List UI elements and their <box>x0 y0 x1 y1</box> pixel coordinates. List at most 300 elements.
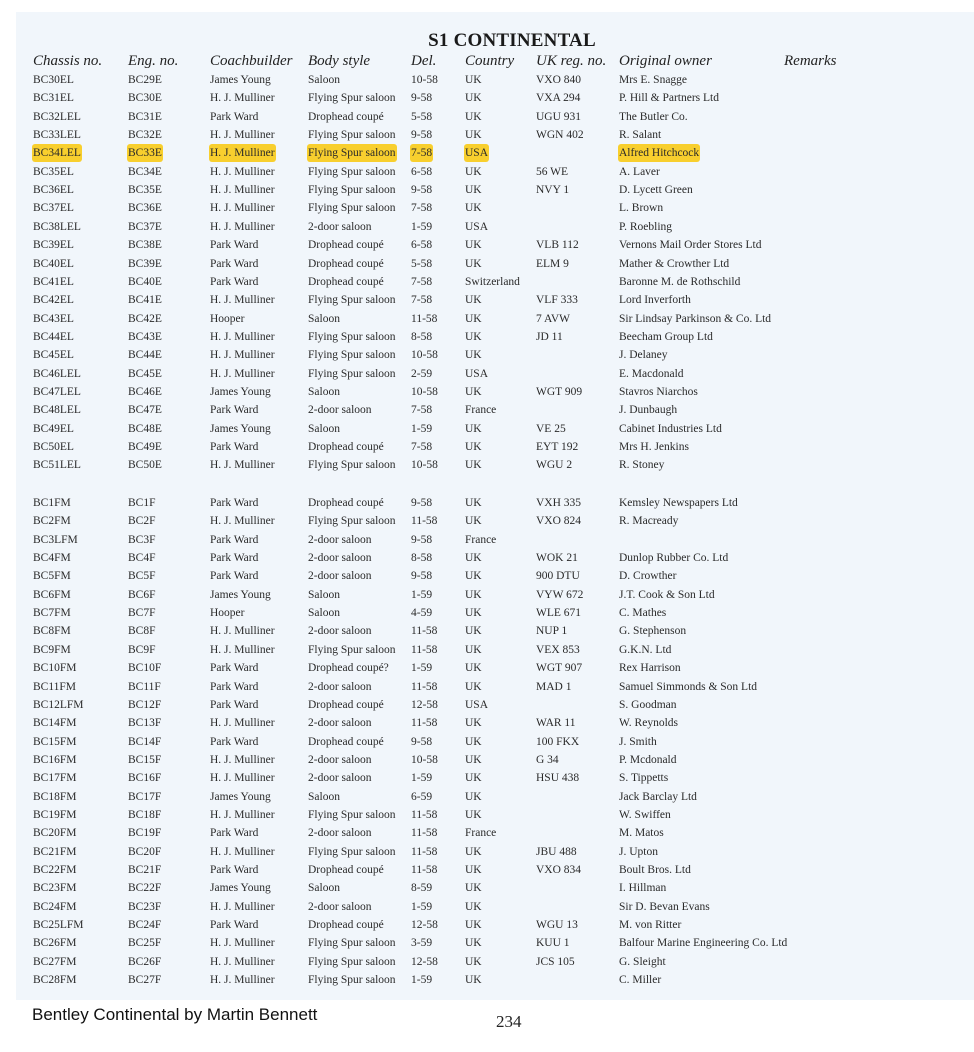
cell-uk-reg: WGN 402 <box>536 129 584 142</box>
table-row <box>0 71 974 89</box>
cell-original-owner: Cabinet Industries Ltd <box>619 422 722 435</box>
header-engine: Eng. no. <box>128 53 179 69</box>
cell-delivery: 9-58 <box>411 497 433 509</box>
cell-engine: BC34E <box>128 165 162 178</box>
header-remarks: Remarks <box>784 53 837 69</box>
cell-coachbuilder: H. J. Mulliner <box>210 937 275 950</box>
cell-original-owner: L. Brown <box>619 202 664 215</box>
cell-body-style: Drophead coupé <box>308 239 384 252</box>
header-delivery: Del. <box>411 53 437 69</box>
cell-engine: BC21F <box>128 864 162 876</box>
header-uk-reg: UK reg. no. <box>536 53 607 69</box>
cell-coachbuilder: Park Ward <box>210 497 259 509</box>
cell-engine: BC48E <box>128 422 162 435</box>
cell-body-style: Flying Spur saloon <box>308 955 396 968</box>
cell-country: UK <box>465 680 482 693</box>
header-body-style: Body style <box>308 53 371 69</box>
cell-country: UK <box>465 955 482 968</box>
cell-uk-reg: VLF 333 <box>536 294 578 307</box>
cell-engine: BC25F <box>128 937 162 950</box>
cell-chassis: BC7FM <box>33 607 71 620</box>
cell-coachbuilder: Hooper <box>210 607 245 620</box>
cell-original-owner: Lord Inverforth <box>619 294 691 307</box>
cell-chassis: BC46LEL <box>33 367 81 380</box>
cell-uk-reg: 56 WE <box>536 165 569 178</box>
cell-uk-reg: WGU 13 <box>536 919 578 932</box>
cell-original-owner: Dunlop Rubber Co. Ltd <box>619 552 729 565</box>
cell-engine: BC40E <box>128 275 162 288</box>
cell-delivery: 6-58 <box>411 239 433 252</box>
cell-coachbuilder: H. J. Mulliner <box>210 643 275 656</box>
cell-country: UK <box>465 643 482 656</box>
header-original-owner: Original owner <box>619 53 712 69</box>
cell-country: UK <box>465 882 482 895</box>
cell-original-owner: Balfour Marine Engineering Co. Ltd <box>619 937 788 950</box>
cell-chassis: BC9FM <box>33 643 71 656</box>
cell-engine: BC32E <box>128 129 162 142</box>
table-row <box>0 659 974 677</box>
cell-chassis: BC42EL <box>33 294 74 307</box>
cell-engine: BC7F <box>128 607 156 620</box>
cell-delivery: 9-58 <box>411 184 433 197</box>
table-row <box>0 678 974 696</box>
cell-chassis: BC22FM <box>33 864 77 876</box>
cell-coachbuilder: James Young <box>210 74 271 86</box>
table-row <box>0 144 974 162</box>
table-row <box>0 861 974 879</box>
cell-delivery: 9-58 <box>411 92 433 105</box>
cell-original-owner: M. Matos <box>619 827 664 840</box>
cell-original-owner: C. Mathes <box>619 607 667 620</box>
cell-engine: BC37E <box>128 220 162 233</box>
cell-engine: BC12F <box>128 698 162 711</box>
cell-country: UK <box>465 312 482 325</box>
table-row <box>0 788 974 806</box>
cell-delivery: 11-58 <box>411 312 438 325</box>
cell-original-owner: D. Crowther <box>619 570 677 583</box>
cell-chassis: BC4FM <box>33 552 71 565</box>
cell-engine: BC31E <box>128 110 162 123</box>
cell-coachbuilder: H. J. Mulliner <box>210 184 275 197</box>
cell-coachbuilder: H. J. Mulliner <box>210 772 275 785</box>
cell-original-owner: Baronne M. de Rothschild <box>619 275 741 288</box>
cell-engine: BC2F <box>128 515 156 528</box>
cell-coachbuilder: H. J. Mulliner <box>210 294 275 307</box>
cell-body-style: Flying Spur saloon <box>308 349 396 362</box>
cell-original-owner: Alfred Hitchcock <box>618 144 700 162</box>
cell-body-style: Saloon <box>308 607 340 620</box>
cell-engine: BC3F <box>128 533 156 546</box>
cell-engine: BC43E <box>128 330 162 343</box>
cell-delivery: 8-59 <box>411 882 433 895</box>
table-row <box>0 622 974 640</box>
cell-delivery: 7-58 <box>411 202 433 215</box>
cell-delivery: 10-58 <box>411 459 438 472</box>
cell-coachbuilder: Park Ward <box>210 533 259 546</box>
cell-country: UK <box>465 349 482 362</box>
cell-body-style: Flying Spur saloon <box>308 643 396 656</box>
cell-coachbuilder: Park Ward <box>210 275 259 288</box>
cell-chassis: BC21FM <box>33 845 77 858</box>
cell-original-owner: J.T. Cook & Son Ltd <box>619 588 715 601</box>
cell-coachbuilder: Hooper <box>210 312 245 325</box>
table-row <box>0 236 974 254</box>
cell-chassis: BC10FM <box>33 662 77 675</box>
table-row <box>0 383 974 401</box>
cell-chassis: BC32LEL <box>33 110 81 123</box>
cell-delivery: 3-59 <box>411 937 433 950</box>
cell-uk-reg: VYW 672 <box>536 588 584 601</box>
header-coachbuilder: Coachbuilder <box>210 53 293 69</box>
table-row <box>0 420 974 438</box>
cell-country: UK <box>465 588 482 601</box>
cell-body-style: Flying Spur saloon <box>307 144 397 162</box>
page-title: S1 CONTINENTAL <box>428 30 596 51</box>
cell-body-style: Saloon <box>308 74 340 86</box>
cell-country: UK <box>465 385 482 398</box>
cell-coachbuilder: H. J. Mulliner <box>210 625 275 638</box>
cell-delivery: 11-58 <box>411 680 438 693</box>
cell-delivery: 7-58 <box>411 441 433 453</box>
cell-country: UK <box>465 110 482 123</box>
cell-coachbuilder: H. J. Mulliner <box>210 367 275 380</box>
cell-delivery: 7-58 <box>411 294 433 307</box>
cell-engine: BC24F <box>128 919 162 932</box>
cell-uk-reg: WGT 907 <box>536 662 583 675</box>
cell-coachbuilder: H. J. Mulliner <box>210 202 275 215</box>
cell-coachbuilder: Park Ward <box>210 257 259 270</box>
cell-coachbuilder: James Young <box>210 422 271 435</box>
cell-body-style: Flying Spur saloon <box>308 184 396 197</box>
cell-coachbuilder: Park Ward <box>210 441 259 453</box>
cell-original-owner: E. Macdonald <box>619 367 684 380</box>
cell-delivery: 1-59 <box>411 974 433 987</box>
cell-delivery: 12-58 <box>411 919 438 932</box>
cell-body-style: Saloon <box>308 588 340 601</box>
cell-chassis: BC2FM <box>33 515 71 528</box>
cell-engine: BC29E <box>128 74 162 86</box>
cell-delivery: 9-58 <box>411 735 433 748</box>
cell-engine: BC23F <box>128 900 162 913</box>
cell-coachbuilder: James Young <box>210 588 271 601</box>
cell-body-style: Saloon <box>308 790 340 803</box>
cell-engine: BC39E <box>128 257 162 270</box>
header-chassis: Chassis no. <box>33 53 103 69</box>
cell-coachbuilder: Park Ward <box>210 698 259 711</box>
cell-engine: BC33E <box>127 144 163 162</box>
cell-original-owner: Beecham Group Ltd <box>619 330 713 343</box>
cell-coachbuilder: H. J. Mulliner <box>210 808 275 821</box>
cell-country: USA <box>465 367 489 380</box>
cell-coachbuilder: H. J. Mulliner <box>210 900 275 913</box>
cell-original-owner: P. Roebling <box>619 220 673 233</box>
cell-chassis: BC5FM <box>33 570 71 583</box>
cell-coachbuilder: H. J. Mulliner <box>210 753 275 766</box>
cell-coachbuilder: Park Ward <box>210 404 259 417</box>
cell-chassis: BC3LFM <box>33 533 78 546</box>
cell-original-owner: Kemsley Newspapers Ltd <box>619 497 738 509</box>
table-row <box>0 181 974 199</box>
cell-coachbuilder: H. J. Mulliner <box>210 330 275 343</box>
cell-delivery: 11-58 <box>411 643 438 656</box>
cell-chassis: BC6FM <box>33 588 71 601</box>
book-credit: Bentley Continental by Martin Bennett <box>32 1005 318 1024</box>
cell-chassis: BC37EL <box>33 202 74 215</box>
cell-chassis: BC31EL <box>33 92 74 105</box>
cell-country: UK <box>465 607 482 620</box>
cell-country: UK <box>465 570 482 583</box>
cell-uk-reg: JCS 105 <box>536 955 575 968</box>
cell-original-owner: The Butler Co. <box>619 110 688 123</box>
cell-delivery: 1-59 <box>411 900 433 913</box>
cell-chassis: BC16FM <box>33 753 77 766</box>
cell-body-style: Drophead coupé <box>308 735 384 748</box>
cell-delivery: 11-58 <box>411 864 438 876</box>
cell-body-style: 2-door saloon <box>308 827 372 840</box>
cell-country: Switzerland <box>465 275 520 288</box>
cell-body-style: 2-door saloon <box>308 680 372 693</box>
cell-original-owner: I. Hillman <box>619 882 667 895</box>
cell-country: UK <box>465 515 482 528</box>
cell-country: France <box>465 533 497 546</box>
cell-body-style: Flying Spur saloon <box>308 129 396 142</box>
table-row <box>0 346 974 364</box>
cell-delivery: 10-58 <box>411 74 438 86</box>
cell-country: UK <box>465 790 482 803</box>
cell-delivery: 6-59 <box>411 790 433 803</box>
cell-coachbuilder: H. J. Mulliner <box>210 717 275 730</box>
cell-coachbuilder: Park Ward <box>210 735 259 748</box>
cell-uk-reg: EYT 192 <box>536 441 579 453</box>
cell-chassis: BC44EL <box>33 330 74 343</box>
cell-delivery: 11-58 <box>411 808 438 821</box>
cell-chassis: BC26FM <box>33 937 77 950</box>
cell-delivery: 7-58 <box>410 144 433 162</box>
cell-engine: BC9F <box>128 643 156 656</box>
cell-coachbuilder: James Young <box>210 882 271 895</box>
cell-body-style: Drophead coupé <box>308 497 384 509</box>
cell-chassis: BC39EL <box>33 239 74 252</box>
cell-delivery: 8-58 <box>411 330 433 343</box>
table-row <box>0 916 974 934</box>
cell-uk-reg: JBU 488 <box>536 845 577 858</box>
cell-body-style: 2-door saloon <box>308 404 372 417</box>
cell-chassis: BC28FM <box>33 974 77 987</box>
table-row <box>0 714 974 732</box>
cell-coachbuilder: H. J. Mulliner <box>210 845 275 858</box>
table-row <box>0 641 974 659</box>
cell-original-owner: W. Reynolds <box>619 717 678 730</box>
cell-engine: BC26F <box>128 955 162 968</box>
cell-delivery: 9-58 <box>411 570 433 583</box>
table-row <box>0 494 974 512</box>
cell-original-owner: J. Smith <box>619 735 657 748</box>
cell-uk-reg: WAR 11 <box>536 717 576 730</box>
cell-body-style: Flying Spur saloon <box>308 330 396 343</box>
cell-country: USA <box>465 698 489 711</box>
cell-delivery: 9-58 <box>411 129 433 142</box>
cell-chassis: BC17FM <box>33 772 77 785</box>
cell-country: UK <box>465 974 482 987</box>
cell-chassis: BC8FM <box>33 625 71 638</box>
cell-engine: BC22F <box>128 882 162 895</box>
cell-engine: BC41E <box>128 294 162 307</box>
cell-delivery: 8-58 <box>411 552 433 565</box>
cell-delivery: 7-58 <box>411 404 433 417</box>
cell-country: UK <box>465 937 482 950</box>
cell-delivery: 1-59 <box>411 772 433 785</box>
table-row <box>0 126 974 144</box>
cell-chassis: BC19FM <box>33 808 77 821</box>
cell-body-style: Flying Spur saloon <box>308 294 396 307</box>
cell-chassis: BC30EL <box>33 74 74 86</box>
cell-country: UK <box>465 330 482 343</box>
cell-engine: BC50E <box>128 459 162 472</box>
cell-country: UK <box>465 864 482 876</box>
cell-uk-reg: 100 FKX <box>536 735 580 748</box>
cell-uk-reg: ELM 9 <box>536 257 569 270</box>
cell-uk-reg: HSU 438 <box>536 772 580 785</box>
page-number: 234 <box>496 1012 522 1031</box>
cell-original-owner: J. Dunbaugh <box>619 404 678 417</box>
cell-original-owner: S. Tippetts <box>619 772 669 785</box>
cell-coachbuilder: H. J. Mulliner <box>210 955 275 968</box>
cell-original-owner: Rex Harrison <box>619 662 681 675</box>
cell-country: UK <box>465 459 482 472</box>
cell-coachbuilder: Park Ward <box>210 552 259 565</box>
cell-delivery: 5-58 <box>411 257 433 270</box>
cell-original-owner: D. Lycett Green <box>619 184 693 197</box>
cell-delivery: 2-59 <box>411 367 433 380</box>
cell-chassis: BC47LEL <box>33 385 81 398</box>
table-row <box>0 824 974 842</box>
cell-country: UK <box>465 845 482 858</box>
cell-coachbuilder: H. J. Mulliner <box>210 974 275 987</box>
cell-uk-reg: NVY 1 <box>536 184 570 197</box>
cell-country: UK <box>465 74 482 86</box>
cell-coachbuilder: Park Ward <box>210 827 259 840</box>
cell-uk-reg: VEX 853 <box>536 643 580 656</box>
cell-body-style: Flying Spur saloon <box>308 845 396 858</box>
cell-delivery: 6-58 <box>411 165 433 178</box>
cell-chassis: BC50EL <box>33 441 74 453</box>
cell-engine: BC17F <box>128 790 162 803</box>
cell-uk-reg: WGU 2 <box>536 459 573 472</box>
cell-engine: BC4F <box>128 552 156 565</box>
cell-body-style: 2-door saloon <box>308 220 372 233</box>
cell-original-owner: J. Delaney <box>619 349 668 362</box>
cell-coachbuilder: Park Ward <box>210 110 259 123</box>
cell-uk-reg: WLE 671 <box>536 607 582 620</box>
cell-country: UK <box>465 772 482 785</box>
cell-chassis: BC14FM <box>33 717 77 730</box>
cell-engine: BC15F <box>128 753 162 766</box>
cell-uk-reg: NUP 1 <box>536 625 568 638</box>
table-row <box>0 401 974 419</box>
cell-engine: BC20F <box>128 845 162 858</box>
cell-uk-reg: 7 AVW <box>536 312 570 325</box>
cell-delivery: 11-58 <box>411 625 438 638</box>
cell-body-style: Flying Spur saloon <box>308 459 396 472</box>
cell-original-owner: C. Miller <box>619 974 662 987</box>
table-row <box>0 879 974 897</box>
cell-engine: BC19F <box>128 827 162 840</box>
cell-engine: BC18F <box>128 808 162 821</box>
cell-chassis: BC48LEL <box>33 404 81 417</box>
cell-engine: BC38E <box>128 239 162 252</box>
cell-body-style: Flying Spur saloon <box>308 92 396 105</box>
cell-country: UK <box>465 735 482 748</box>
cell-original-owner: Mrs E. Snagge <box>619 74 688 86</box>
cell-delivery: 1-59 <box>411 220 433 233</box>
header-country: Country <box>465 53 515 69</box>
cell-delivery: 10-58 <box>411 753 438 766</box>
cell-chassis: BC41EL <box>33 275 74 288</box>
table-row <box>0 953 974 971</box>
table-row <box>0 604 974 622</box>
cell-delivery: 10-58 <box>411 349 438 362</box>
table-row <box>0 696 974 714</box>
cell-original-owner: Mather & Crowther Ltd <box>619 257 730 270</box>
cell-original-owner: Mrs H. Jenkins <box>619 441 689 453</box>
cell-country: UK <box>465 808 482 821</box>
cell-chassis: BC38LEL <box>33 220 81 233</box>
cell-uk-reg: VE 25 <box>536 422 566 435</box>
cell-original-owner: Stavros Niarchos <box>619 385 698 398</box>
cell-engine: BC10F <box>128 662 162 675</box>
table-row <box>0 806 974 824</box>
cell-original-owner: J. Upton <box>619 845 658 858</box>
table-row <box>0 531 974 549</box>
cell-country: UK <box>465 92 482 105</box>
cell-body-style: Drophead coupé <box>308 275 384 288</box>
cell-uk-reg: WOK 21 <box>536 552 578 565</box>
cell-uk-reg: VXO 834 <box>536 864 582 876</box>
cell-original-owner: Jack Barclay Ltd <box>619 790 697 803</box>
table-row <box>0 273 974 291</box>
cell-body-style: 2-door saloon <box>308 717 372 730</box>
cell-country: UK <box>465 202 482 215</box>
cell-original-owner: S. Goodman <box>619 698 677 711</box>
cell-engine: BC14F <box>128 735 162 748</box>
cell-body-style: 2-door saloon <box>308 772 372 785</box>
cell-body-style: Flying Spur saloon <box>308 808 396 821</box>
cell-body-style: 2-door saloon <box>308 753 372 766</box>
cell-country: UK <box>465 184 482 197</box>
table-row <box>0 108 974 126</box>
cell-chassis: BC18FM <box>33 790 77 803</box>
cell-body-style: Flying Spur saloon <box>308 515 396 528</box>
cell-coachbuilder: Park Ward <box>210 864 259 876</box>
cell-engine: BC27F <box>128 974 162 987</box>
cell-body-style: Drophead coupé <box>308 441 384 453</box>
cell-uk-reg: JD 11 <box>536 330 563 343</box>
cell-chassis: BC15FM <box>33 735 77 748</box>
cell-engine: BC35E <box>128 184 162 197</box>
cell-delivery: 11-58 <box>411 827 438 840</box>
table-row <box>0 586 974 604</box>
cell-chassis: BC25LFM <box>33 919 84 932</box>
cell-country: UK <box>465 625 482 638</box>
cell-engine: BC44E <box>128 349 162 362</box>
cell-body-style: 2-door saloon <box>308 533 372 546</box>
cell-body-style: Flying Spur saloon <box>308 367 396 380</box>
cell-body-style: Drophead coupé <box>308 110 384 123</box>
cell-coachbuilder: Park Ward <box>210 919 259 932</box>
cell-engine: BC1F <box>128 497 156 509</box>
cell-country: USA <box>465 220 489 233</box>
cell-chassis: BC1FM <box>33 497 71 509</box>
